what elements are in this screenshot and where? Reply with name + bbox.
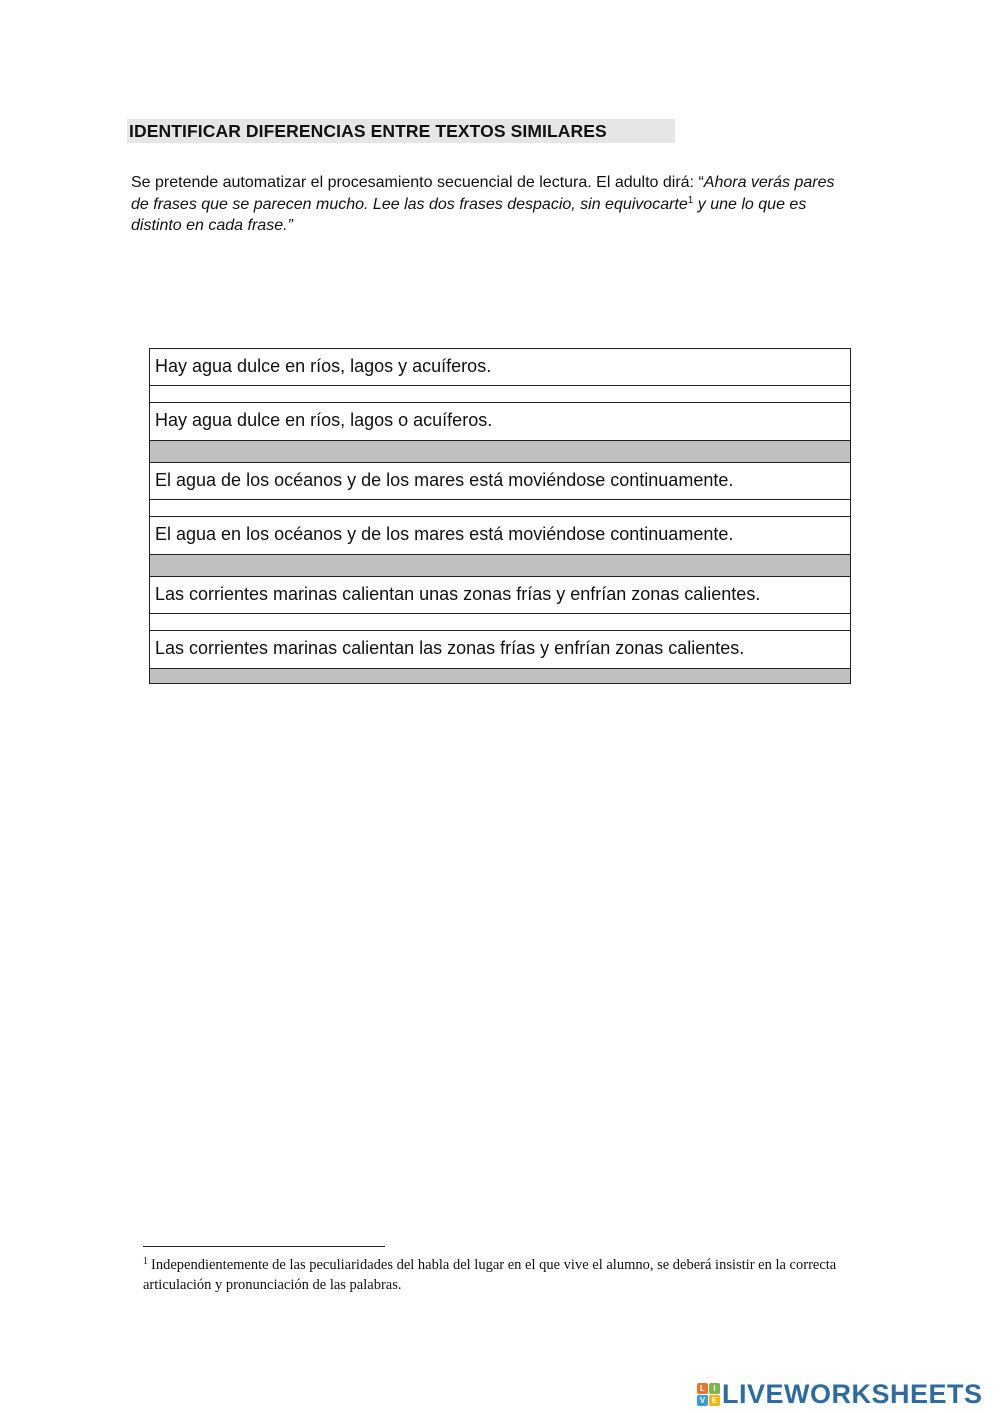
logo-letter-e: E [709,1395,720,1406]
sentence-3[interactable]: El agua de los océanos y de los mares está moviéndose continuamente. [150,463,850,500]
instructions-quote-a: Ahora verás pares de frases que se parecen mucho. Lee las dos frases despacio, sin equivocarte [131,174,835,213]
footnote-divider [143,1246,385,1247]
worksheet-title: IDENTIFICAR DIFERENCIAS ENTRE TEXTOS SIMILARES [127,119,675,143]
footnote-reference: 1 [687,194,694,206]
instructions-plain: Se pretende automatizar el procesamiento secuencial de lectura. El adulto dirá: “ [131,174,704,191]
brand-name: LIVEWORKSHEETS [722,1378,983,1409]
footnote-text: Independientemente de las peculiaridades del habla del lugar en el que vive el alumno, se deberá insistir en la correcta articulación y pronunciación de las palabras. [143,1257,837,1293]
logo-letter-l: L [697,1383,708,1394]
pair-gap [150,386,850,403]
liveworksheets-logo [697,1378,983,1410]
footnote-number: 1 [143,1256,148,1267]
pair-separator [150,555,850,577]
sentence-pairs-table [149,348,851,684]
sentence-4[interactable]: El agua en los océanos y de los mares está moviéndose continuamente. [150,517,850,555]
sentence-2[interactable]: Hay agua dulce en ríos, lagos o acuíferos. [150,403,850,441]
logo-letter-i: I [709,1383,720,1394]
instructions-quote-b: y une lo que es distinto en cada frase.” [131,195,807,234]
instructions [131,172,851,237]
pair-separator [150,441,850,463]
liveworksheets-icon [697,1383,720,1406]
footnote [143,1255,863,1295]
logo-letter-v: V [697,1395,708,1406]
sentence-5[interactable]: Las corrientes marinas calientan unas zonas frías y enfrían zonas calientes. [150,577,850,614]
pair-gap [150,614,850,631]
pair-gap [150,500,850,517]
pair-separator [150,669,850,684]
sentence-6[interactable]: Las corrientes marinas calientan las zonas frías y enfrían zonas calientes. [150,631,850,669]
sentence-1[interactable]: Hay agua dulce en ríos, lagos y acuíferos. [150,349,850,386]
